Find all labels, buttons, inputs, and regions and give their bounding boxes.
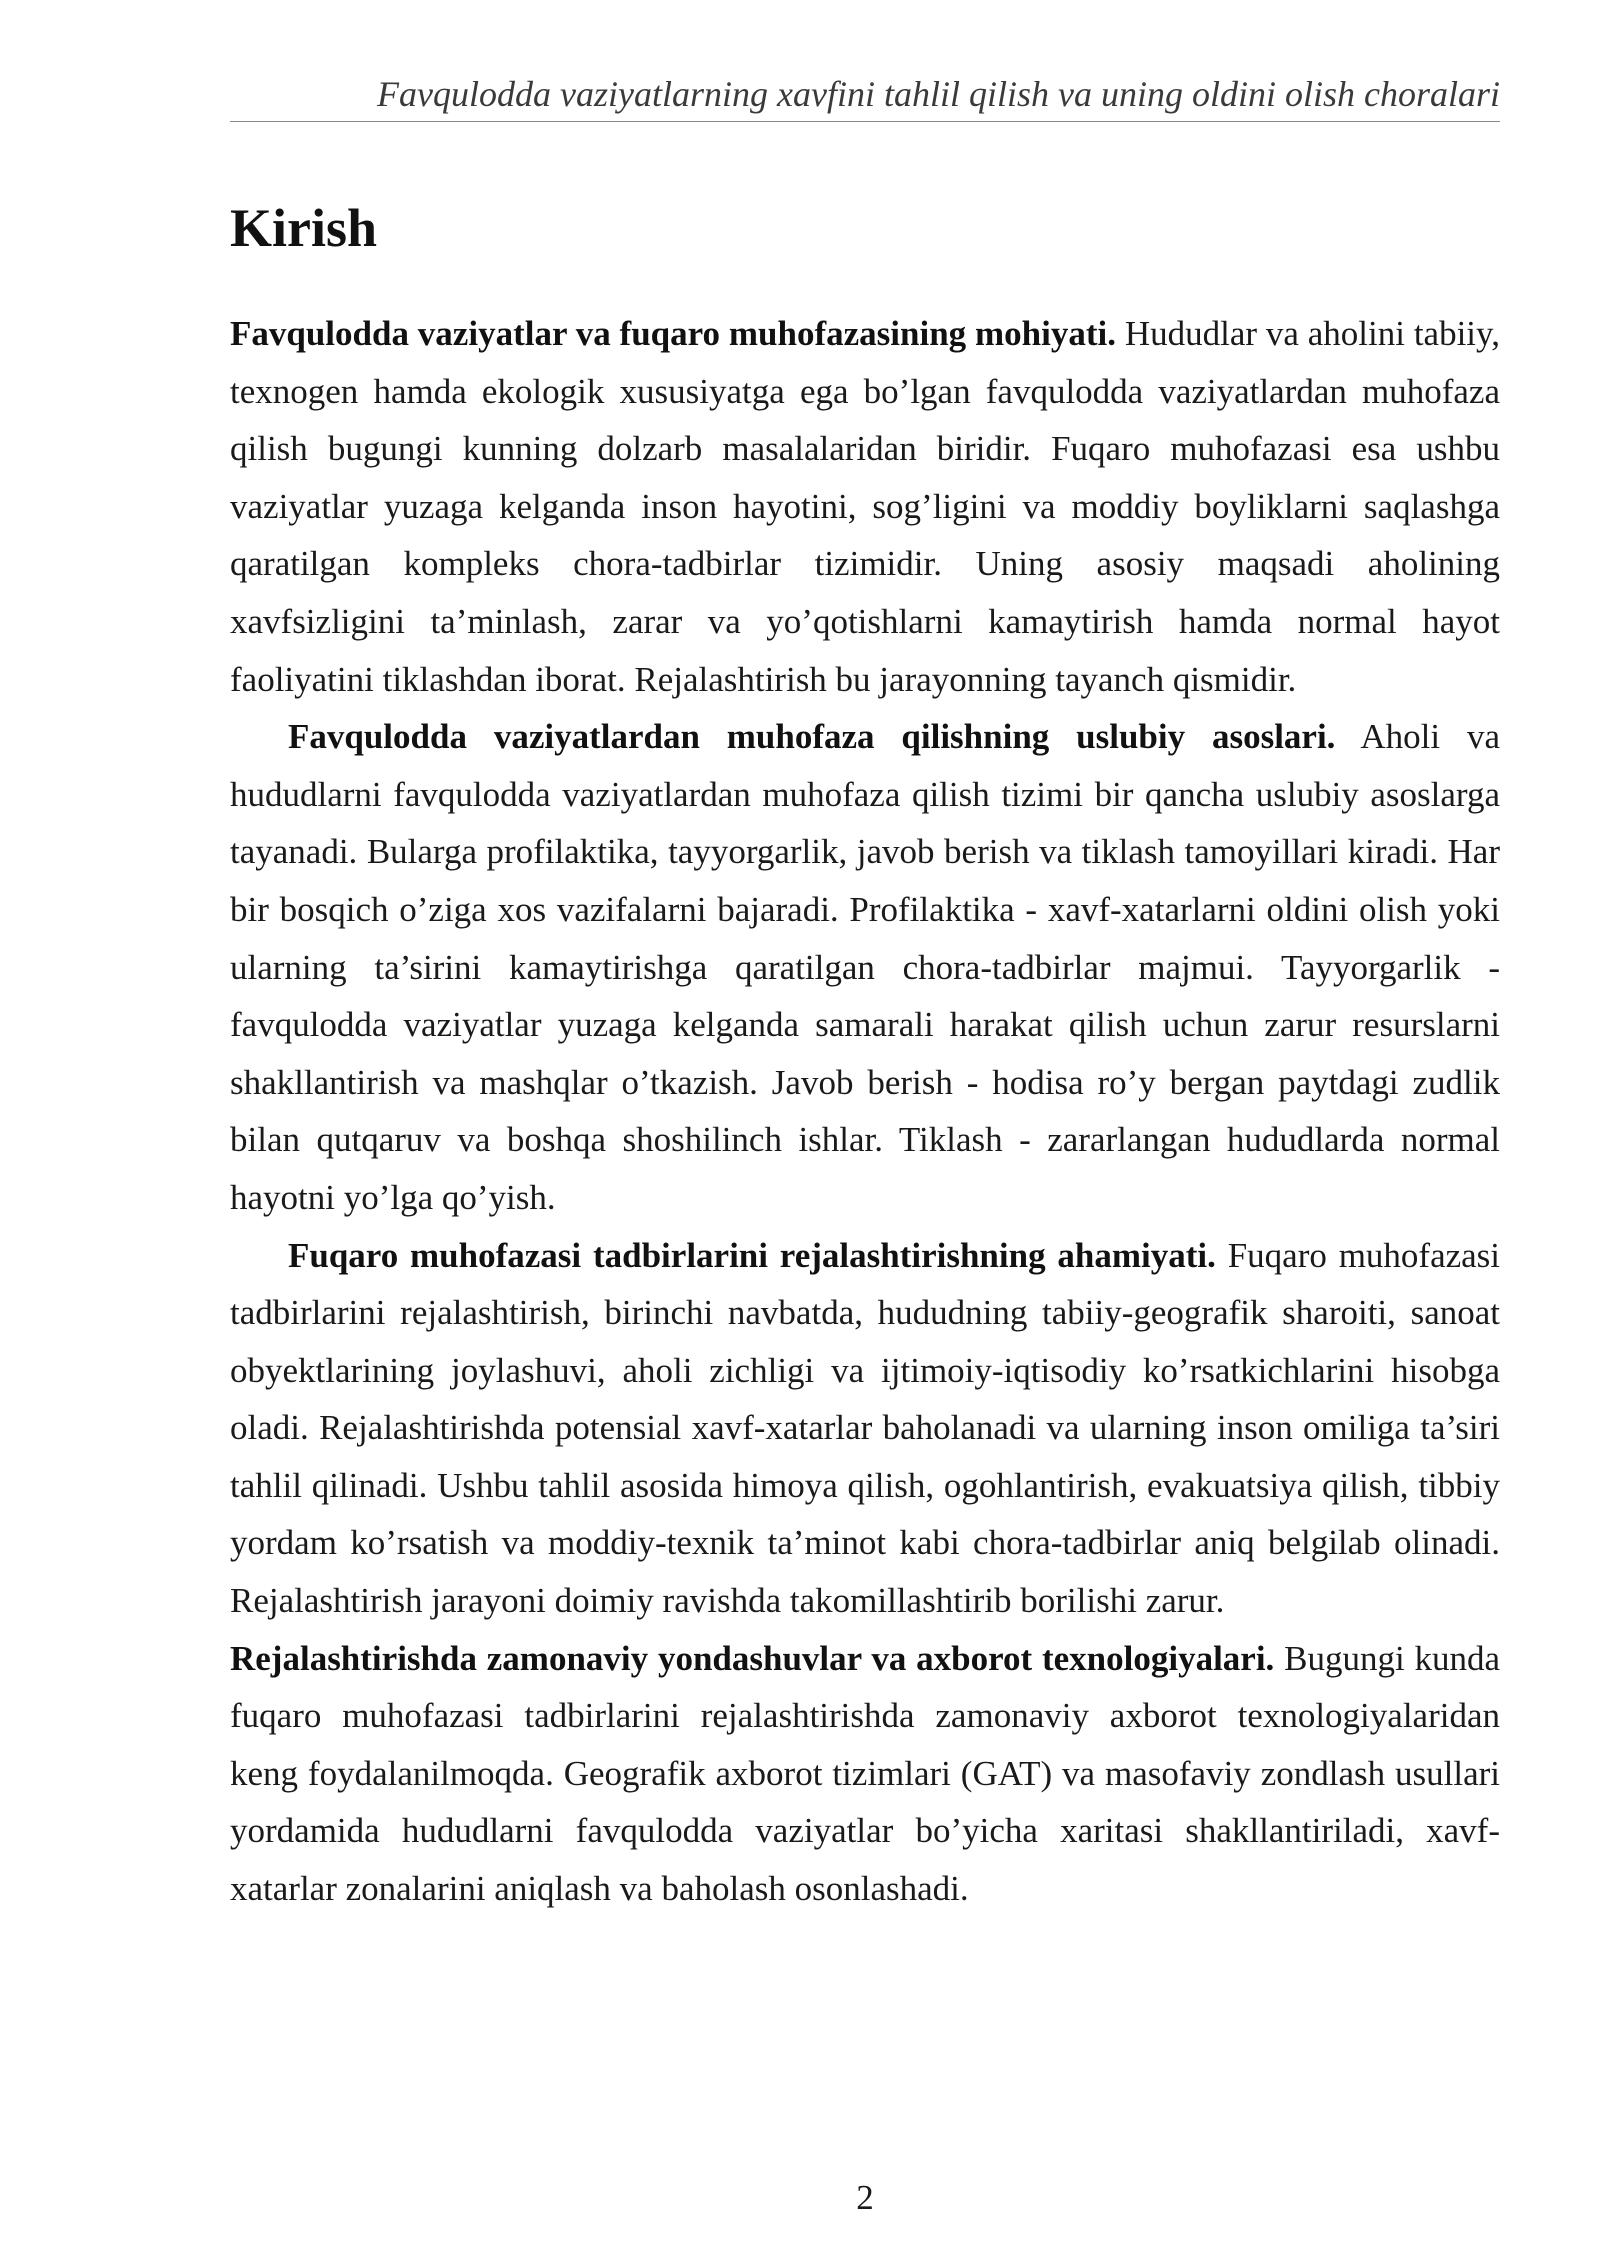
- section-title: Kirish: [230, 198, 378, 258]
- paragraph-text: Hududlar va aholini tabiiy, texnogen hamda ekologik xususiyatga ega bo’lgan favqulodda vaziyatlardan muhofaza qilish bugungi kunning dolzarb masalalaridan biridir. Fuqaro muhofazasi esa ushbu vaziyatlar yuzaga kelganda inson hayotini, sog’ligini va moddiy boyliklarni saqlashga qaratilgan kompleks chora-tadbirlar tizimidir. Uning asosiy maqsadi aholining xavfsizligini ta’minlash, zarar va yo’qotishlarni kamaytirish hamda normal hayot faoliyatini tiklashdan iborat. Rejalashtirish bu jarayonning tayanch qismidir.: [230, 314, 1501, 699]
- paragraph-lead: Fuqaro muhofazasi tadbirlarini rejalashtirishning ahamiyati.: [288, 1235, 1216, 1275]
- paragraph-planning-importance: [230, 1227, 1500, 1630]
- paragraph-text: Bugungi kunda fuqaro muhofazasi tadbirlarini rejalashtirishda zamonaviy axborot texnologiyalaridan keng foydalanilmoqda. Geografik axborot tizimlari (GAT) va masofaviy zondlash usullari yordamida hududlarni favqulodda vaziyatlar bo’yicha xaritasi shakllantiriladi, xavf-xatarlar zonalarini aniqlash va baholash osonlashadi.: [230, 1638, 1500, 1909]
- paragraph-methodology: [230, 708, 1500, 1226]
- paragraph-lead: Favqulodda vaziyatlar va fuqaro muhofazasining mohiyati.: [230, 314, 1116, 353]
- body-text: [230, 305, 1500, 1918]
- paragraph-essence: [230, 305, 1500, 708]
- header-rule: [230, 121, 1500, 122]
- paragraph-lead: Favqulodda vaziyatlardan muhofaza qilishning uslubiy asoslari.: [288, 717, 1336, 757]
- page-number: 2: [856, 2178, 874, 2217]
- paragraph-modern-approaches: [230, 1630, 1500, 1918]
- paragraph-text: Fuqaro muhofazasi tadbirlarini rejalashtirish, birinchi navbatda, hududning tabiiy-geografik sharoiti, sanoat obyektlarining joylashuvi, aholi zichligi va ijtimoiy-iqtisodiy ko’rsatkichlarini hisobga oladi. Rejalashtirishda potensial xavf-xatarlar baholanadi va ularning inson omiliga ta’siri tahlil qilinadi. Ushbu tahlil asosida himoya qilish, ogohlantirish, evakuatsiya qilish, tibbiy yordam ko’rsatish va moddiy-texnik ta’minot kabi chora-tadbirlar aniq belgilab olinadi. Rejalashtirish jarayoni doimiy ravishda takomillashtirib borilishi zarur.: [230, 1235, 1501, 1621]
- paragraph-lead: Rejalashtirishda zamonaviy yondashuvlar va axborot texnologiyalari.: [230, 1638, 1275, 1678]
- running-header: Favqulodda vaziyatlarning xavfini tahlil qilish va uning oldini olish choralari: [377, 74, 1500, 114]
- paragraph-text: Aholi va hududlarni favqulodda vaziyatlardan muhofaza qilish tizimi bir qancha uslubiy asoslarga tayanadi. Bularga profilaktika, tayyorgarlik, javob berish va tiklash tamoyillari kiradi. Har bir bosqich o’ziga xos vazifalarni bajaradi. Profilaktika - xavf-xatarlarni oldini olish yoki ularning ta’sirini kamaytirishga qaratilgan chora-tadbirlar majmui. Tayyorgarlik - favqulodda vaziyatlar yuzaga kelganda samarali harakat qilish uchun zarur resurslarni shakllantirish va mashqlar o’tkazish. Javob berish - hodisa ro’y bergan paytdagi zudlik bilan qutqaruv va boshqa shoshilinch ishlar. Tiklash - zararlangan hududlarda normal hayotni yo’lga qo’yish.: [230, 717, 1500, 1217]
